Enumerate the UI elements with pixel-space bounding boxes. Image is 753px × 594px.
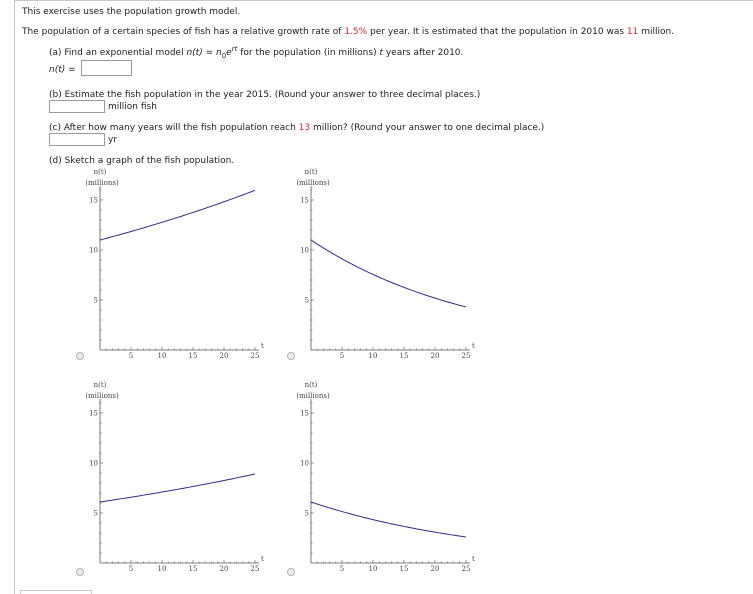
part-a-question <box>49 45 463 60</box>
x-tick-label: 15 <box>188 352 198 360</box>
y-tick-label: 5 <box>304 509 309 518</box>
y-axis-unit-label: (millions) <box>85 392 119 400</box>
x-tick-label: 20 <box>219 352 229 360</box>
y-axis-unit-label: (millions) <box>85 179 119 187</box>
y-tick-label: 10 <box>89 459 98 468</box>
series-line-option-1 <box>100 190 255 240</box>
y-axis-unit-label: (millions) <box>296 392 330 400</box>
y-axis-label: n(t) <box>93 381 107 389</box>
x-axis-label: t <box>261 342 264 350</box>
problem-text-a: The population of a certain species of fish has a relative growth rate of <box>22 27 345 37</box>
answer-eq-sign: = <box>68 65 76 75</box>
y-tick-label: 10 <box>89 246 98 255</box>
part-a-suffix: for the population (in millions) <box>237 48 380 58</box>
y-tick-label: 10 <box>300 459 309 468</box>
bottom-tab <box>20 590 92 594</box>
x-tick-label: 25 <box>461 565 471 573</box>
model-answer-input[interactable] <box>81 60 132 76</box>
x-tick-label: 5 <box>128 352 134 360</box>
part-b-question: (b) Estimate the fish population in the year 2015. (Round your answer to three decimal places.) <box>49 90 481 100</box>
x-tick-label: 25 <box>250 565 260 573</box>
model-sub: 0 <box>221 51 227 60</box>
y-axis-unit-label: (millions) <box>296 179 330 187</box>
graph-option-4 <box>291 379 491 574</box>
y-tick-label: 10 <box>300 246 309 255</box>
x-tick-label: 10 <box>368 565 378 573</box>
x-axis-label: t <box>261 555 264 563</box>
series-line-option-2 <box>311 240 466 307</box>
x-tick-label: 5 <box>128 565 134 573</box>
x-axis-label: t <box>472 342 475 350</box>
graph-option-1 <box>80 166 280 361</box>
problem-statement <box>22 27 674 37</box>
series-line-option-4 <box>311 502 466 537</box>
part-a-t: t <box>379 48 383 58</box>
y-tick-label: 15 <box>89 196 98 205</box>
intro-text: This exercise uses the population growth model. <box>22 7 241 17</box>
x-tick-label: 20 <box>219 565 229 573</box>
part-d-question: (d) Sketch a graph of the fish population. <box>49 156 235 166</box>
y-axis-label: n(t) <box>304 168 318 176</box>
y-axis-label: n(t) <box>93 168 107 176</box>
part-a-func: n(t) <box>186 48 203 58</box>
series-line-option-3 <box>100 474 255 502</box>
x-tick-label: 10 <box>157 352 167 360</box>
model-e: e <box>226 48 232 58</box>
part-c-question <box>49 123 544 133</box>
graph-option-3 <box>80 379 280 574</box>
x-tick-label: 15 <box>399 565 409 573</box>
x-tick-label: 10 <box>157 565 167 573</box>
x-tick-label: 5 <box>339 352 345 360</box>
problem-text-b: per year. It is estimated that the population in 2010 was <box>367 27 627 37</box>
y-tick-label: 15 <box>300 196 309 205</box>
part-c-unit: yr <box>108 135 118 145</box>
initial-population-value: 11 <box>626 27 639 37</box>
graph-option-2 <box>291 166 491 361</box>
y-tick-label: 15 <box>89 409 98 418</box>
part-c-text-a: (c) After how many years will the fish population reach <box>49 123 299 133</box>
population-2015-input[interactable] <box>49 100 105 113</box>
growth-rate-value: 1.5% <box>344 27 368 37</box>
model-base: n <box>215 48 222 58</box>
x-tick-label: 5 <box>339 565 345 573</box>
part-a-prefix: (a) Find an exponential model <box>49 48 187 58</box>
y-tick-label: 5 <box>93 296 98 305</box>
y-tick-label: 15 <box>300 409 309 418</box>
x-tick-label: 20 <box>430 565 440 573</box>
x-tick-label: 15 <box>399 352 409 360</box>
model-sup: rt <box>231 45 238 53</box>
x-tick-label: 25 <box>461 352 471 360</box>
problem-text-c: million. <box>638 27 675 37</box>
y-tick-label: 5 <box>304 296 309 305</box>
answer-func-label: n(t) <box>49 65 66 75</box>
x-tick-label: 20 <box>430 352 440 360</box>
years-to-reach-input[interactable] <box>49 133 105 146</box>
x-axis-label: t <box>472 555 475 563</box>
target-population-value: 13 <box>298 123 311 133</box>
part-a-eq: = <box>202 48 216 58</box>
part-c-text-b: million? (Round your answer to one decimal place.) <box>310 123 545 133</box>
part-b-unit: million fish <box>108 102 157 112</box>
y-axis-label: n(t) <box>304 381 318 389</box>
x-tick-label: 15 <box>188 565 198 573</box>
y-tick-label: 5 <box>93 509 98 518</box>
part-a-suffix2: years after 2010. <box>382 48 464 58</box>
part-a-answer-label <box>49 65 76 75</box>
x-tick-label: 25 <box>250 352 260 360</box>
x-tick-label: 10 <box>368 352 378 360</box>
